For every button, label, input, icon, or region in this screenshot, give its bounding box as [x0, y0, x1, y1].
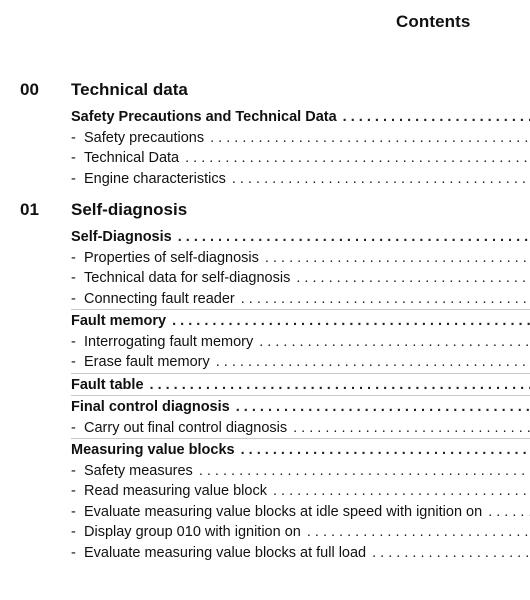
dot-leader: [210, 128, 530, 149]
dot-leader: [172, 311, 530, 332]
dot-leader: [296, 268, 530, 289]
toc-item[interactable]: [71, 248, 530, 269]
toc-item[interactable]: [71, 268, 530, 289]
toc-group-heading-label: Self-Diagnosis: [71, 229, 172, 245]
toc-group-heading-label: Final control diagnosis: [71, 399, 230, 415]
dot-leader: [273, 481, 530, 502]
toc-group-heading-label: Safety Precautions and Technical Data: [71, 109, 337, 125]
section-title: Self-diagnosis: [71, 200, 188, 219]
page-title: Contents: [396, 12, 471, 31]
toc-item-label: Engine characteristics: [84, 170, 226, 187]
list-dash: -: [71, 170, 76, 187]
toc-item[interactable]: [71, 352, 530, 373]
list-dash: -: [71, 503, 76, 520]
toc-group-heading[interactable]: [71, 107, 530, 128]
toc-item[interactable]: [71, 522, 530, 543]
list-dash: -: [71, 290, 76, 307]
toc-item-label: Technical data for self-diagnosis: [84, 270, 291, 286]
toc-item-label: Evaluate measuring value blocks at idle speed with ignition on: [84, 503, 483, 520]
toc-section-00: [0, 80, 530, 189]
dot-leader: [199, 461, 530, 482]
toc-item-label: Safety measures: [84, 462, 193, 479]
list-dash: -: [71, 249, 76, 266]
toc-group: [71, 106, 530, 189]
list-dash: -: [71, 419, 76, 436]
toc-group-heading[interactable]: [71, 397, 530, 418]
toc-group-heading-label: Fault table: [71, 376, 144, 393]
dot-leader: [241, 440, 530, 461]
toc-item[interactable]: [71, 169, 530, 190]
dot-leader: [307, 522, 530, 543]
toc-group-heading[interactable]: [71, 311, 530, 332]
list-dash: -: [71, 129, 76, 146]
toc-group-heading[interactable]: [71, 375, 530, 396]
toc-group: [71, 373, 530, 396]
dot-leader: [185, 148, 530, 169]
toc-item-label: Connecting fault reader: [84, 290, 235, 307]
toc-group-heading[interactable]: [71, 227, 530, 248]
toc-item[interactable]: [71, 481, 530, 502]
toc-group-heading[interactable]: [71, 440, 530, 461]
toc-item[interactable]: [71, 128, 530, 149]
dot-leader: [293, 418, 530, 439]
list-dash: -: [71, 483, 76, 499]
dot-leader: [216, 352, 530, 373]
dot-leader: [150, 375, 530, 396]
list-dash: -: [71, 462, 76, 479]
toc-item[interactable]: [71, 289, 530, 310]
dot-leader: [232, 169, 530, 190]
toc-group: [71, 395, 530, 438]
toc-item[interactable]: [71, 543, 530, 564]
list-dash: -: [71, 544, 76, 561]
section-header: [0, 200, 530, 226]
toc-item-label: Display group 010 with ignition on: [84, 524, 301, 540]
toc-item-label: Evaluate measuring value blocks at full load: [84, 544, 367, 561]
dot-leader: [372, 543, 530, 564]
toc-group: [71, 309, 530, 373]
list-dash: -: [71, 354, 76, 370]
toc-item-label: Erase fault memory: [84, 354, 210, 370]
toc-item[interactable]: [71, 461, 530, 482]
section-header: [0, 80, 530, 106]
list-dash: -: [71, 333, 76, 350]
toc-item-label: Technical Data: [84, 150, 180, 166]
section-number: 00: [20, 80, 39, 99]
dot-leader: [265, 248, 530, 269]
dot-leader: [259, 332, 530, 353]
toc-group: [71, 226, 530, 309]
dot-leader: [241, 289, 530, 310]
section-title: Technical data: [71, 80, 188, 99]
toc-item-label: Interrogating fault memory: [84, 333, 254, 350]
toc-item[interactable]: [71, 148, 530, 169]
toc-item-label: Read measuring value block: [84, 483, 267, 499]
list-dash: -: [71, 524, 76, 540]
dot-leader: [178, 227, 530, 248]
dot-leader: [488, 502, 530, 523]
toc-group-heading-label: Measuring value blocks: [71, 442, 235, 458]
toc-item[interactable]: [71, 502, 530, 523]
toc-item[interactable]: [71, 332, 530, 353]
toc-item-label: Carry out final control diagnosis: [84, 419, 288, 436]
section-number: 01: [20, 200, 39, 219]
toc-item-label: Properties of self-diagnosis: [84, 249, 259, 266]
toc-section-01: [0, 200, 530, 563]
list-dash: -: [71, 150, 76, 166]
toc-item-label: Safety precautions: [84, 129, 205, 146]
toc-group-heading-label: Fault memory: [71, 313, 167, 329]
dot-leader: [236, 397, 530, 418]
dot-leader: [343, 107, 530, 128]
toc-group: [71, 438, 530, 563]
list-dash: -: [71, 270, 76, 286]
toc-item[interactable]: [71, 418, 530, 439]
